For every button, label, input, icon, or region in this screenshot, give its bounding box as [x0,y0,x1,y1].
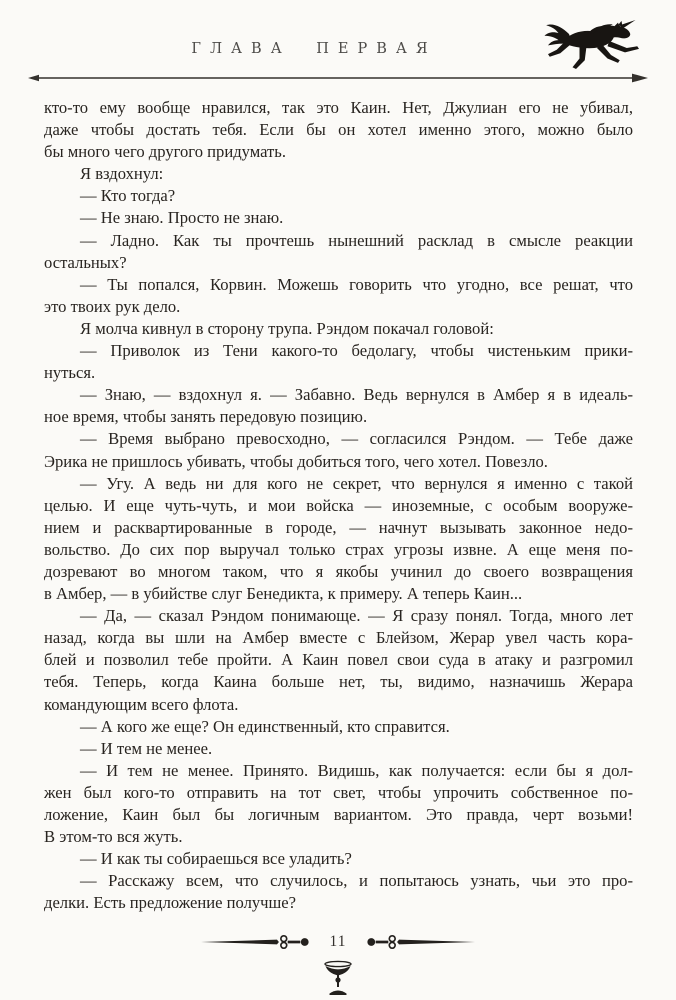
text-line: Я вздохнул: [80,164,164,184]
text-line: В этом-то вся жуть. [44,827,183,847]
text-line: — Знаю, — вздохнул я. — Забавно. Ведь вернулся в Амбер я в идеаль- [80,385,633,405]
paragraph [44,738,633,760]
left-dagger-icon [201,933,313,951]
footer [0,933,676,951]
text-line: вольство. До сих пор выручал только страх угрозы извне. А еще меня по- [44,539,633,559]
text-line: — И как ты собираешься все уладить? [80,849,352,869]
text-line: — А кого же еще? Он единственный, кто справится. [80,716,450,736]
text-line: — Ты попался, Корвин. Можешь говорить что угодно, все решат, что [80,274,633,294]
text-line: нием и расквартированные в городе, — начнут вызывать законное недо- [44,517,633,537]
text-line: — И тем не менее. Принято. Видишь, как получается: если бы я дол- [80,760,633,780]
text-line: ное время, чтобы занять передовую позицию. [44,407,368,427]
text-line: — И тем не менее. [80,738,213,758]
text-block [44,97,633,914]
text-line: — Расскажу всем, что случилось, и попытаюсь узнать, чьи это про- [80,871,633,891]
text-line: даже чтобы достать тебя. Если бы он хотел именно этого, можно было [44,120,633,140]
paragraph [44,207,633,229]
text-line: — Кто тогда? [80,186,176,206]
paragraph [44,340,633,384]
paragraph [44,274,633,318]
text-line: Я молча кивнул в сторону трупа. Рэндом покачал головой: [80,318,494,338]
text-line: остальных? [44,252,127,272]
goblet-icon [322,960,354,996]
text-line: назад, когда вы шли на Амбер вместе с Блейзом, Жерар увел часть кора- [44,628,633,648]
right-dagger-icon [363,933,475,951]
unicorn-icon [544,20,650,76]
text-line: Эрика не пришлось убивать, чтобы добиться того, чего хотел. Повезло. [44,451,548,471]
text-line: — Угу. А ведь ни для кого не секрет, что вернулся я именно с такой [80,473,633,493]
text-line: — Приволок из Тени какого-то бедолагу, чтобы чистеньким прики- [80,341,633,361]
page-number: 11 [329,933,347,950]
text-line: ложение, Каин был бы логичным вариантом. Это правда, черт возьми! [44,805,633,824]
text-line: это твоих рук дело. [44,296,181,316]
text-line: — Ладно. Как ты прочтешь нынешний расклад в смысле реакции [80,230,633,250]
text-line: в Амбер, — в убийстве слуг Бенедикта, к примеру. А теперь Каин... [44,584,523,604]
paragraph [44,605,633,715]
chapter-title: ГЛАВА ПЕРВАЯ [191,41,437,57]
paragraph [44,473,633,606]
paragraph [44,848,633,870]
text-line: бы много чего другого придумать. [44,142,287,162]
paragraph [44,230,633,274]
paragraph [44,384,633,428]
text-line: — Не знаю. Просто не знаю. [80,208,284,228]
paragraph [44,97,633,163]
paragraph [44,716,633,738]
paragraph [44,760,633,848]
text-line: тебя. Теперь, когда Каина больше нет, ты, видимо, назначишь Жерара [44,672,633,692]
text-line: дозревают во многом таком, что я якобы учинил до своего возвращения [44,561,633,581]
text-line: блей и позволил тебе пройти. А Каин повел свои суда в атаку и разгромил [44,650,633,670]
header-rule-icon [28,72,648,84]
text-line: — Время выбрано превосходно, — согласился Рэндом. — Тебе даже [80,429,633,449]
text-line: — Да, — сказал Рэндом понимающе. — Я сразу понял. Тогда, много лет [80,606,633,626]
text-line: делки. Есть предложение получше? [44,893,297,913]
paragraph [44,318,633,340]
text-line: жен был кого-то отправить на тот свет, чтобы упрочить собственное по- [44,782,633,802]
text-line: командующим всего флота. [44,694,239,714]
text-line: кто-то ему вообще нравился, так это Каин. Нет, Джулиан его не убивал, [44,98,633,117]
paragraph [44,163,633,185]
text-line: нуться. [44,363,96,383]
text-line: целью. И еще чуть-чуть, и мои войска — иноземные, с особым вооруже- [44,495,633,515]
paragraph [44,185,633,207]
paragraph [44,428,633,472]
paragraph [44,870,633,914]
